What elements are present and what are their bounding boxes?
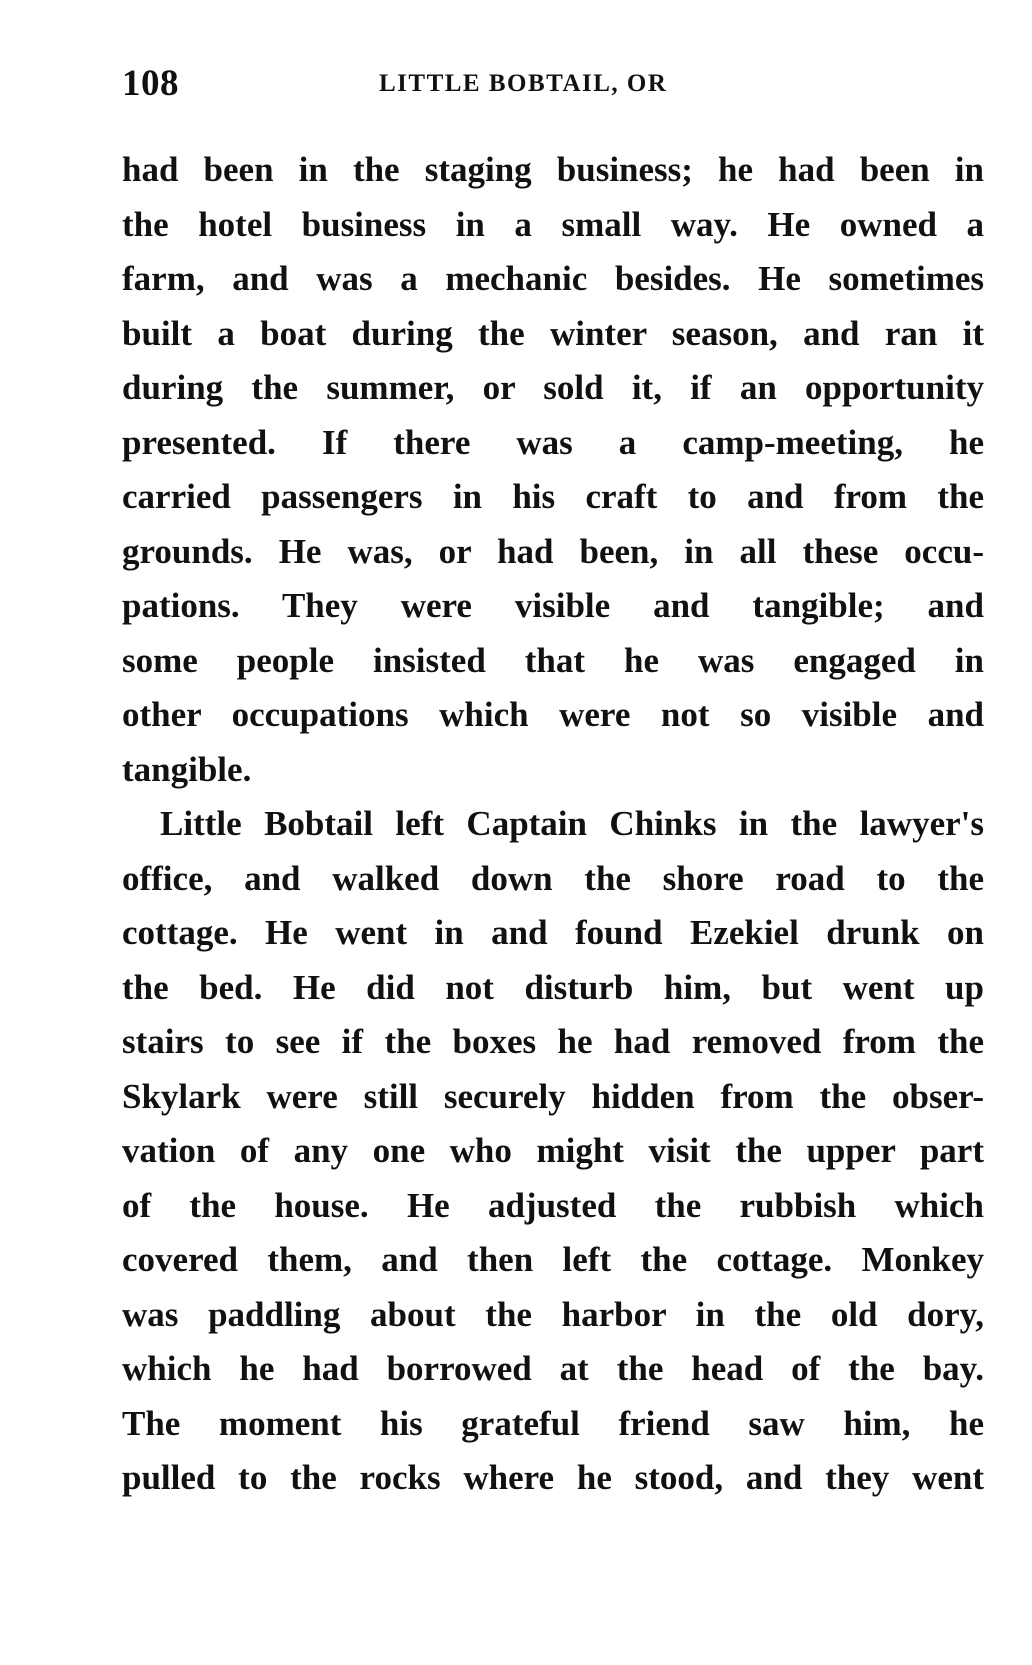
- text-line: presented. If there was a camp-meeting, he: [122, 422, 984, 462]
- running-title: LITTLE BOBTAIL, OR: [379, 70, 668, 97]
- text-line: the hotel business in a small way. He owned a: [122, 204, 984, 244]
- text-line: office, and walked down the shore road to the: [122, 858, 984, 898]
- text-line: Little Bobtail left Captain Chinks in the lawyer's: [160, 804, 984, 843]
- text-line: tangible.: [122, 749, 252, 789]
- text-line: other occupations which were not so visible and: [122, 695, 984, 734]
- body-text: [122, 143, 984, 1506]
- text-line: vation of any one who might visit the upper part: [122, 1131, 984, 1170]
- text-line: the bed. He did not disturb him, but went up: [122, 967, 984, 1007]
- text-line: farm, and was a mechanic besides. He sometimes: [122, 259, 984, 298]
- text-line: had been in the staging business; he had been in: [122, 150, 984, 189]
- text-line: pations. They were visible and tangible; and: [122, 586, 984, 625]
- text-line: The moment his grateful friend saw him, he: [122, 1403, 984, 1443]
- text-line: during the summer, or sold it, if an opportunity: [122, 368, 984, 407]
- text-line: cottage. He went in and found Ezekiel drunk on: [122, 913, 984, 952]
- text-line: covered them, and then left the cottage. Monkey: [122, 1240, 984, 1279]
- text-line: some people insisted that he was engaged in: [122, 640, 984, 680]
- text-line: carried passengers in his craft to and from the: [122, 477, 984, 516]
- text-line: stairs to see if the boxes he had removed from the: [122, 1022, 984, 1061]
- text-line: Skylark were still securely hidden from the obser-: [122, 1076, 984, 1116]
- text-line: which he had borrowed at the head of the bay.: [122, 1349, 984, 1388]
- page-number: 108: [122, 63, 179, 104]
- text-line: grounds. He was, or had been, in all these occu-: [122, 531, 984, 571]
- running-head: [122, 62, 984, 110]
- text-line: was paddling about the harbor in the old dory,: [122, 1294, 984, 1334]
- text-line: of the house. He adjusted the rubbish which: [122, 1185, 984, 1225]
- text-line: pulled to the rocks where he stood, and they went: [122, 1458, 984, 1497]
- text-line: built a boat during the winter season, and ran it: [122, 313, 984, 353]
